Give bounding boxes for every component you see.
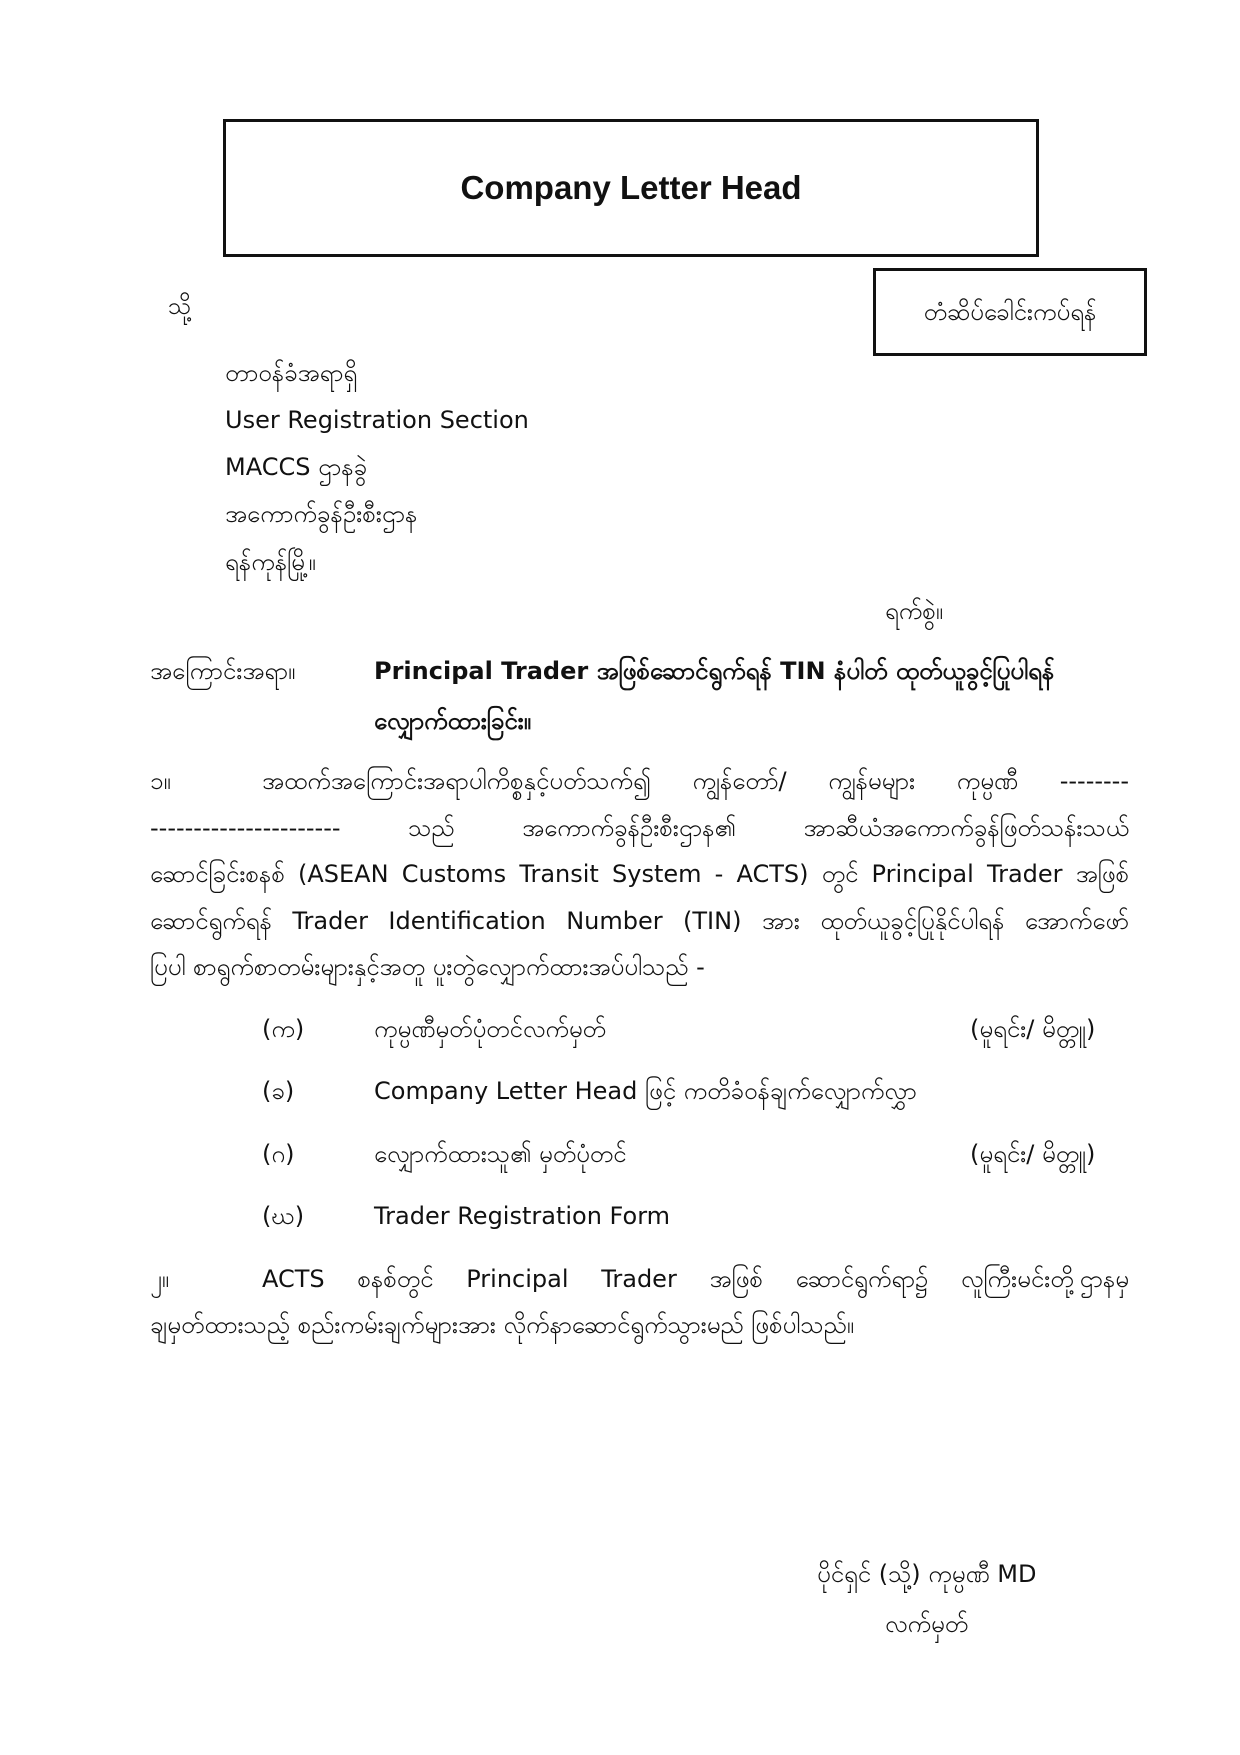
attachment-marker: (ခ) bbox=[262, 1077, 295, 1105]
signature-label: လက်မှတ် bbox=[885, 1610, 969, 1638]
address-line-2: User Registration Section bbox=[225, 406, 529, 434]
attachment-text: Company Letter Head ဖြင့် ကတိခံဝန်ချက်လျှောက်လွှာ bbox=[374, 1077, 917, 1105]
para1-line-1: အထက်အကြောင်းအရာပါကိစ္စနှင့်ပတ်သက်၍ ကျွန်တော်/ ကျွန်မများ ကုမ္ပဏီ -------- bbox=[262, 767, 1129, 795]
attachment-marker: (ဂ) bbox=[262, 1140, 295, 1168]
subject-line-1: Principal Trader အဖြစ်ဆောင်ရွက်ရန် TIN နံပါတ် ထုတ်ယူခွင့်ပြုပါရန် bbox=[374, 657, 1055, 685]
attachment-note: (မူရင်း/ မိတ္တူ) bbox=[970, 1015, 1096, 1043]
letterhead-label: Company Letter Head bbox=[460, 169, 802, 206]
stamp-box bbox=[873, 268, 1147, 356]
subject-line-2: လျှောက်ထားခြင်း။ bbox=[374, 707, 531, 735]
date-label: ရက်စွဲ။ bbox=[885, 597, 944, 625]
para1-number: ၁။ bbox=[150, 767, 171, 795]
subject-label: အကြောင်းအရာ။ bbox=[150, 657, 296, 685]
para1-line-2: ---------------------- သည် အကောက်ခွန်ဦးစီးဌာန၏ အာဆီယံအကောက်ခွန်ဖြတ်သန်းသယ် bbox=[150, 814, 1129, 842]
para1-line-3: ဆောင်ခြင်းစနစ် (ASEAN Customs Transit System - ACTS) တွင် Principal Trader အဖြစ် bbox=[150, 860, 1129, 888]
para1-line-5: ပြပါ စာရွက်စာတမ်းများနှင့်အတူ ပူးတွဲလျှောက်ထားအပ်ပါသည် - bbox=[150, 953, 705, 981]
attachment-marker: (က) bbox=[262, 1015, 305, 1043]
para2-number: ၂။ bbox=[150, 1265, 170, 1293]
attachment-text: Trader Registration Form bbox=[374, 1202, 671, 1230]
letterhead-box bbox=[223, 119, 1039, 257]
attachment-text: ကုမ္ပဏီမှတ်ပုံတင်လက်မှတ် bbox=[374, 1015, 606, 1043]
address-line-4: အကောက်ခွန်ဦးစီးဌာန bbox=[225, 500, 418, 528]
attachment-note: (မူရင်း/ မိတ္တူ) bbox=[970, 1140, 1096, 1168]
para1-line-4: ဆောင်ရွက်ရန် Trader Identification Number (TIN) အား ထုတ်ယူခွင့်ပြုနိုင်ပါရန် အောက်ဖော် bbox=[150, 907, 1129, 935]
signature-title: ပိုင်ရှင် (သို့) ကုမ္ပဏီ MD bbox=[817, 1560, 1037, 1588]
address-line-3: MACCS ဌာနခွဲ bbox=[225, 453, 368, 481]
to-label: သို့ bbox=[168, 292, 192, 320]
address-line-5: ရန်ကုန်မြို့။ bbox=[225, 548, 316, 576]
attachment-marker: (ဃ) bbox=[262, 1202, 305, 1230]
para2-line-1: ACTS စနစ်တွင် Principal Trader အဖြစ် ဆောင်ရွက်ရာ၌ လူကြီးမင်းတို့ဌာနမှ bbox=[262, 1265, 1129, 1293]
address-line-1: တာဝန်ခံအရာရှိ bbox=[225, 359, 358, 387]
attachment-text: လျှောက်ထားသူ၏ မှတ်ပုံတင် bbox=[374, 1140, 627, 1168]
para2-line-2: ချမှတ်ထားသည့် စည်းကမ်းချက်များအား လိုက်နာဆောင်ရွက်သွားမည် ဖြစ်ပါသည်။ bbox=[150, 1311, 855, 1339]
stamp-label: တံဆိပ်ခေါင်းကပ်ရန် bbox=[923, 298, 1097, 326]
